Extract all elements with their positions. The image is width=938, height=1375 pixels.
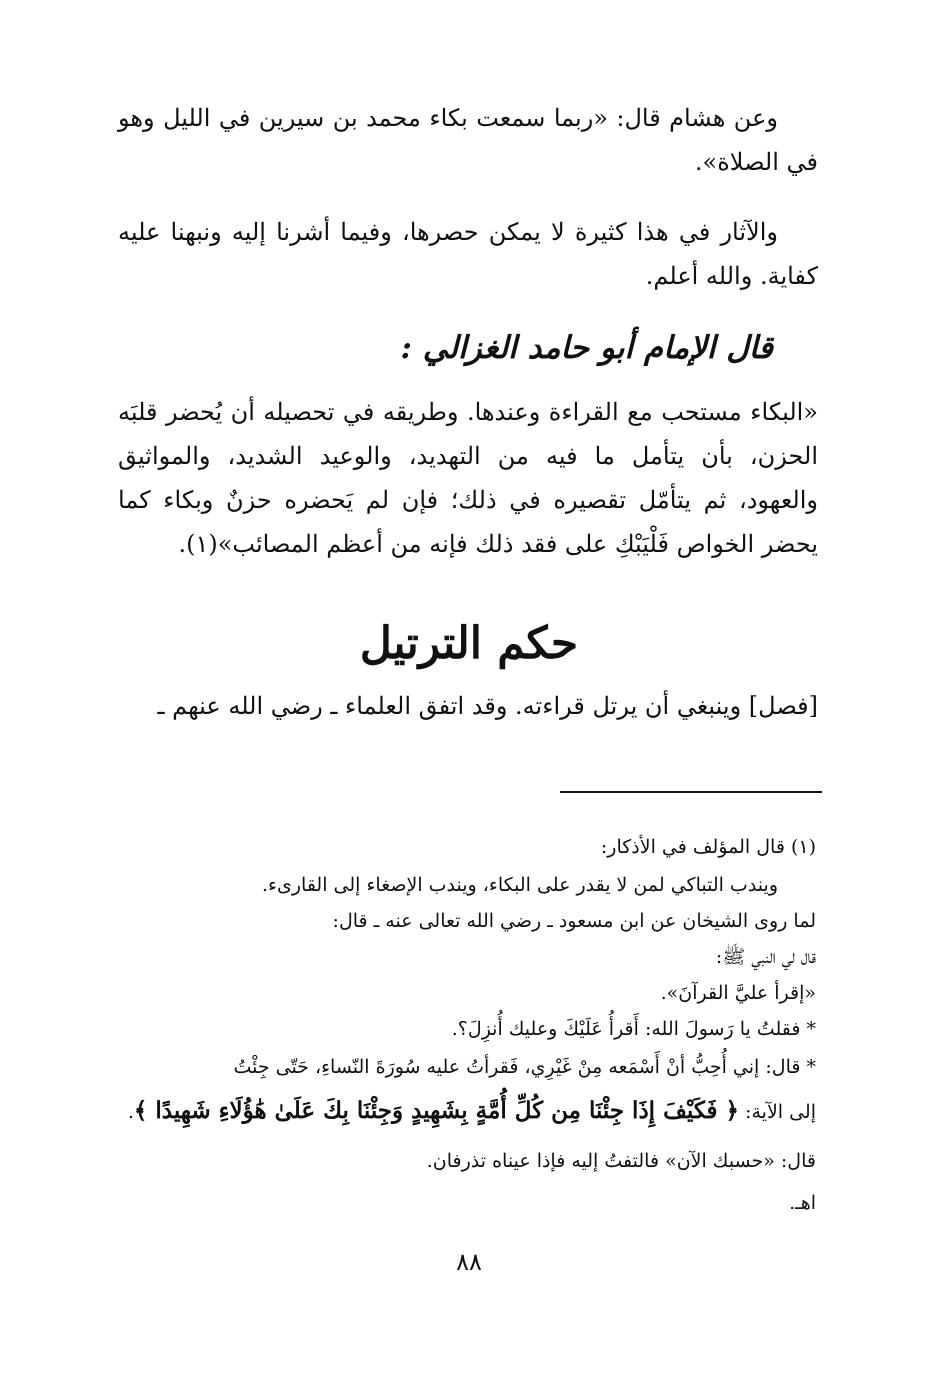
paragraph-hisham-text: وعن هشام قال: «ربما سمعت بكاء محمد بن سيرين في الليل وهو في الصلاة». [118,104,818,176]
footnote-line: * قال: إني أُحِبُّ أنْ أَسْمَعه مِنْ غَيْرِي، فَقرأتُ عليه سُورَةَ النّساءِ، حَتّى جِئْتُ [233,1056,816,1078]
footnote-end-mark: اهـ. [789,1192,816,1214]
footnote-verse-prefix: إلى الآية: [745,1101,816,1123]
footnote-verse-line [116,1096,816,1127]
heading-imam-ghazali: قال الإمام أبو حامد الغزالي : [400,330,773,366]
footnote-line: (١) قال المؤلف في الأذكار: [600,836,816,858]
footnote-line: * فقلتُ يا رَسولَ الله: أَقرأُ عَلَيْكَ وعليك أُنزِلَ؟. [451,1018,816,1040]
footnote-verse-suffix: . [127,1101,134,1123]
footnote-divider [560,791,822,793]
paragraph-hisham [118,96,818,184]
footnote-line: «إقرأ عليَّ القرآنَ». [660,982,816,1004]
footnote-line: قال لي النبي ﷺ: [715,946,816,968]
paragraph-athar-text: والآثار في هذا كثيرة لا يمكن حصرها، وفيما أشرنا إليه ونبهنا عليه كفاية. والله أعلم. [118,218,818,290]
paragraph-athar [118,210,818,298]
heading-tartil: حكم الترتيل [359,618,579,669]
footnote-line: ويندب التباكي لمن لا يقدر على البكاء، ويندب الإصغاء إلى القارىء. [262,874,778,896]
paragraph-fasl: [فصل] وينبغي أن يرتل قراءته. وقد اتفق العلماء ـ رضي الله عنهم ـ [157,692,818,720]
footnote-line: لما روى الشيخان عن ابن مسعود ـ رضي الله تعالى عنه ـ قال: [332,910,816,932]
paragraph-ghazali-quote: «البكاء مستحب مع القراءة وعندها. وطريقه في تحصيله أن يُحضر قلبَه الحزن، بأن يتأمل ما فيه من التهديد، والوعيد الشديد، والمواثيق والعهود، ثم يتأمّل تقصيره في ذلك؛ فإن لم يَحضره حزنٌ وبكاء كما يحضر الخواص فَلْيَبْكِ على فقد ذلك فإنه من أعظم المصائب»(١). [118,398,819,558]
footnote-line: قال: «حسبك الآن» فالتفتُ إليه فإذا عيناه تذرفان. [426,1150,816,1172]
page-number: ٨٨ [456,1248,482,1276]
quran-verse: ﴿ فَكَيْفَ إِذَا جِئْنَا مِن كُلِّ أُمَّةٍ بِشَهِيدٍ وَجِئْنَا بِكَ عَلَىٰ هَٰؤُلَاءِ شَهِيدًا ﴾ [133,1097,740,1124]
